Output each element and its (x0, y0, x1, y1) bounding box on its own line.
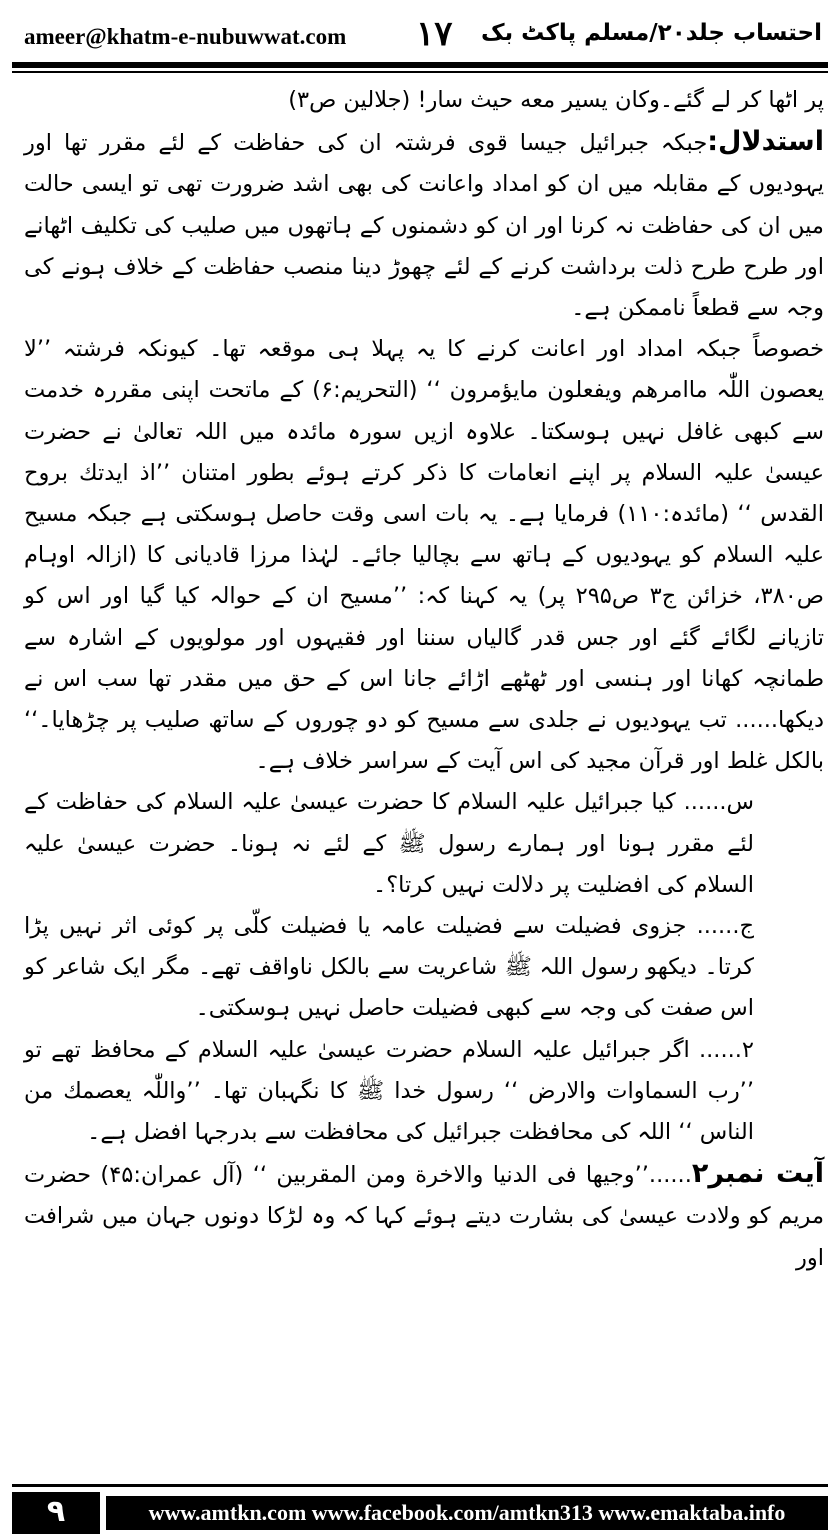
header-rule-thick (12, 62, 828, 68)
header-rule-thin (12, 71, 828, 73)
paragraph-4 (24, 1153, 824, 1279)
paragraph-2-text: جبکہ جبرائیل جیسا قوی فرشتہ ان کی حفاظت کے لئے مقرر تھا اور یہودیوں کے مقابلہ میں ان کو امداد واعانت کی بھی اشد ضرورت تھی تو ایسی حالت میں ان کی حفاظت نہ کرنا اور ان کو دشمنوں کے ہاتھوں میں صلیب کی تکلیف اٹھانے اور طرح طرح ذلت برداشت کرنے کے لئے چھوڑ دینا منصب حفاظت کے خلاف ہونے کی وجہ سے قطعاً ناممکن ہے۔ (24, 130, 824, 322)
footer-links[interactable]: www.amtkn.com www.facebook.com/amtkn313 www.emaktaba.info (106, 1496, 828, 1530)
paragraph-3: خصوصاً جبکہ امداد اور اعانت کرنے کا یہ پہلا ہی موقعہ تھا۔ کیونکہ فرشتہ ’’لا یعصون اللّٰہ ماامرھم ویفعلون مایؤمرون ‘‘ (التحریم:۶) کے ماتحت اپنی مقررہ خدمت سے کبھی غافل نہیں ہوسکتا۔ علاوہ ازیں سورہ مائدہ میں اللہ تعالیٰ نے حضرت عیسیٰ علیہ السلام پر اپنے انعامات کا ذکر کرتے ہوئے بطور امتنان ’’اذ ایدتك بروح القدس ‘‘ (مائدہ:۱۱۰) فرمایا ہے۔ یہ بات اسی وقت حاصل ہوسکتی ہے جبکہ مسیح علیہ السلام کو یہودیوں کے ہاتھ سے بچالیا جائے۔ لہٰذا مرزا قادیانی کا (ازالہ اوہام ص۳۸۰، خزائن ج۳ ص۲۹۵ پر) یہ کہنا کہ: ’’مسیح ان کے حوالہ کیا گیا اور اس کو تازیانے لگائے گئے اور جس قدر گالیاں سننا اور فقیہوں اور مولویوں کے اشارہ سے طمانچہ کھانا اور ہنسی اور ٹھٹھے اڑائے جانا اس کے حق میں مقدر تھا سب اس نے دیکھا...... تب یہودیوں نے جلدی سے مسیح کو دو چوروں کے ساتھ صلیب پر چڑھایا۔‘‘ بالکل غلط اور قرآن مجید کی اس آیت کے سراسر خلاف ہے۔ (24, 336, 825, 775)
footer-rule (12, 1484, 828, 1487)
page-footer (12, 1484, 828, 1530)
question-1-text: کیا جبرائیل علیہ السلام کا حضرت عیسیٰ علیہ السلام کی حفاظت کے لئے مقرر ہونا اور ہمارے رسول ﷺ کے لئے نہ ہونا۔ حضرت عیسیٰ علیہ السلام کی افضلیت پر دلالت نہیں کرتا؟۔ (24, 789, 754, 898)
header-book-title: احتساب جلد۲۰/مسلم پاکٹ بک (480, 20, 822, 46)
paragraph-2 (24, 121, 824, 329)
page-header (12, 14, 828, 58)
answer-2-text: اگر جبرائیل علیہ السلام حضرت عیسیٰ علیہ السلام کے محافظ تھے تو ’’رب السماوات والارض ‘‘ رسول خدا ﷺ کا نگہبان تھا۔ ’’واللّٰہ یعصمك من الناس ‘‘ اللہ کی محافظت جبرائیل کی محافظت سے بدرجہا افضل ہے۔ (24, 1036, 754, 1146)
answer-1-label: ج...... (696, 913, 754, 940)
paragraph-4-text: ......’’وجیها فی الدنیا والاخرة ومن المقربین ‘‘ (آل عمران:۴۵) حضرت مریم کو ولادت عیسیٰ کی بشارت دیتے ہوئے کہا کہ وہ لڑکا دونوں جہان میں شرافت اور (24, 1162, 824, 1271)
question-1-label: س...... (683, 789, 754, 816)
answer-1 (24, 906, 824, 1030)
page-body (24, 80, 824, 1470)
paragraph-2-lead: استدلال: (707, 126, 824, 158)
paragraph-1: پر اٹھا کر لے گئے۔وکان یسیر معه حیث سار! (جلالین ص۳) (288, 87, 824, 113)
answer-1-text: جزوی فضیلت سے فضیلت عامہ یا فضیلت کلّی پر کوئی اثر نہیں پڑا کرتا۔ دیکھو رسول اللہ ﷺ شاعریت سے بالکل ناواقف تھے۔ مگر ایک شاعر کو اس صفت کی وجہ سے کبھی فضیلت حاصل نہیں ہوسکتی۔ (24, 913, 754, 1022)
question-1 (24, 782, 824, 906)
answer-2-label: ۲...... (698, 1036, 754, 1063)
footer-page-box: ۹ (12, 1492, 100, 1534)
header-page-number: ١٧ (416, 14, 453, 54)
answer-2 (24, 1030, 824, 1154)
header-email[interactable]: ameer@khatm-e-nubuwwat.com (24, 24, 347, 49)
paragraph-4-lead: آیت نمبر۲ (691, 1158, 825, 1190)
